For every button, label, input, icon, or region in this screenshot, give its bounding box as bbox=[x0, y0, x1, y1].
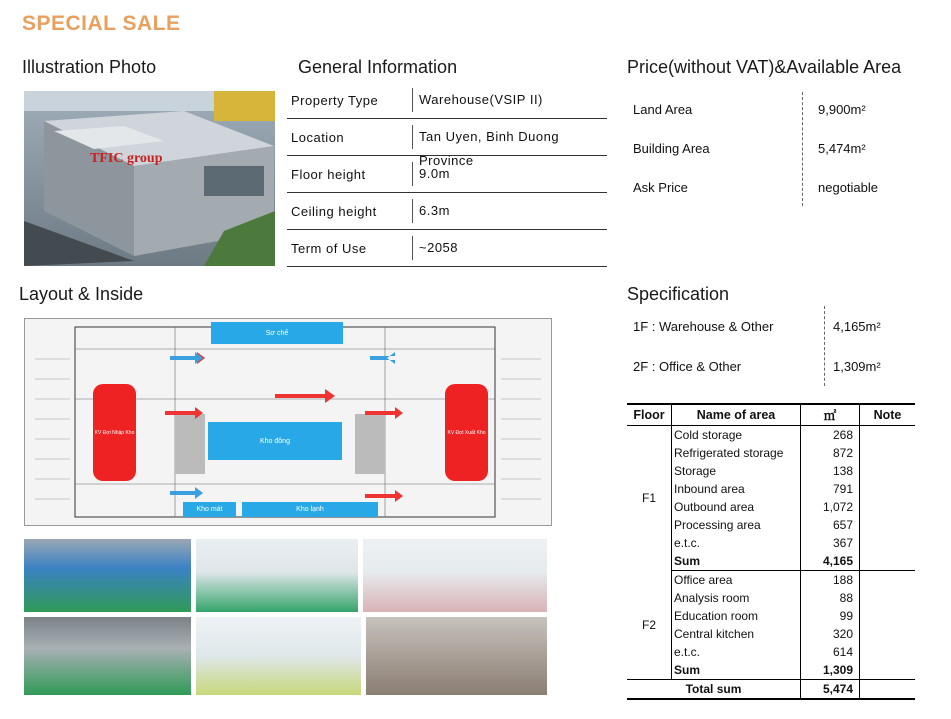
zone-kho-mat: Kho mát bbox=[183, 502, 236, 517]
inside-photo-cold-room bbox=[196, 539, 358, 612]
gi-value: ~2058 bbox=[412, 236, 607, 260]
total-note bbox=[860, 680, 916, 700]
area-note bbox=[860, 462, 916, 480]
area-name: Education room bbox=[674, 609, 759, 623]
inside-photo-processing bbox=[196, 617, 361, 695]
gi-row bbox=[287, 193, 607, 230]
section-general-title: General Information bbox=[298, 57, 458, 77]
section-price-title: Price(without VAT)&Available Area bbox=[627, 57, 902, 77]
inside-photo-hall bbox=[363, 539, 547, 612]
gi-key: Location bbox=[291, 129, 345, 145]
table-row bbox=[627, 571, 915, 590]
zone-so-che: Sơ chế bbox=[211, 322, 343, 344]
spec-key: 2F : Office & Other bbox=[633, 358, 742, 374]
zone-kho-lanh: Kho lạnh bbox=[242, 502, 378, 517]
area-value: 99 bbox=[801, 607, 860, 625]
table-header-row bbox=[627, 404, 915, 426]
warehouse-aerial-photo bbox=[24, 91, 275, 266]
area-note bbox=[860, 643, 916, 661]
gi-value: 9.0m bbox=[412, 162, 607, 186]
area-name: Sum bbox=[674, 663, 701, 677]
gi-row bbox=[287, 119, 607, 168]
spec-key: 1F : Warehouse & Other bbox=[633, 318, 774, 334]
area-name: Analysis room bbox=[674, 591, 750, 605]
gi-key: Floor height bbox=[291, 166, 366, 182]
area-note bbox=[860, 661, 916, 680]
page-title: SPECIAL SALE bbox=[22, 12, 181, 35]
area-note bbox=[860, 607, 916, 625]
section-spec-title: Specification bbox=[627, 284, 730, 304]
area-value: 138 bbox=[801, 462, 860, 480]
floor-plan bbox=[24, 318, 552, 526]
floor-label-f2: F2 bbox=[627, 571, 672, 680]
area-value: 1,072 bbox=[801, 498, 860, 516]
area-name: e.t.c. bbox=[674, 645, 701, 659]
price-table bbox=[627, 90, 897, 207]
price-value: negotiable bbox=[818, 180, 878, 195]
section-illustration-title: Illustration Photo bbox=[22, 57, 157, 77]
area-value: 188 bbox=[801, 571, 860, 590]
area-note bbox=[860, 534, 916, 552]
area-value: 614 bbox=[801, 643, 860, 661]
area-value: 872 bbox=[801, 444, 860, 462]
floor-label-f1: F1 bbox=[627, 426, 672, 571]
area-note bbox=[860, 480, 916, 498]
spec-row bbox=[627, 346, 897, 386]
header-note: Note bbox=[860, 404, 916, 426]
company-logo: TFIC group bbox=[90, 151, 163, 166]
area-name: e.t.c. bbox=[674, 536, 701, 550]
price-row bbox=[627, 129, 897, 168]
gi-value: 6.3m bbox=[412, 199, 607, 223]
zone-kv-xuat: KV Đợi Xuất Kho bbox=[445, 384, 488, 481]
area-note bbox=[860, 516, 916, 534]
area-value: 1,309 bbox=[801, 661, 860, 680]
area-value: 657 bbox=[801, 516, 860, 534]
table-row bbox=[627, 426, 915, 445]
gi-row bbox=[287, 156, 607, 193]
area-name: Refrigerated storage bbox=[674, 446, 784, 460]
gi-row bbox=[287, 230, 607, 267]
gi-key: Ceiling height bbox=[291, 203, 377, 219]
header-area: ㎡ bbox=[801, 404, 860, 426]
price-key: Ask Price bbox=[633, 180, 688, 195]
area-value: 367 bbox=[801, 534, 860, 552]
spec-divider bbox=[824, 306, 825, 386]
area-name: Storage bbox=[674, 464, 717, 478]
area-note bbox=[860, 498, 916, 516]
area-note bbox=[860, 625, 916, 643]
area-name: Sum bbox=[672, 552, 801, 571]
area-table bbox=[627, 403, 915, 700]
area-name: Cold storage bbox=[674, 428, 743, 442]
price-key: Land Area bbox=[633, 102, 693, 117]
area-value: 88 bbox=[801, 589, 860, 607]
spec-row bbox=[627, 306, 897, 346]
section-layout-title: Layout & Inside bbox=[19, 284, 144, 304]
price-divider bbox=[802, 92, 803, 206]
area-name: Inbound area bbox=[674, 482, 745, 496]
price-value: 5,474m² bbox=[818, 141, 866, 156]
area-name: Outbound area bbox=[674, 500, 755, 514]
area-note bbox=[860, 589, 916, 607]
table-row-total bbox=[627, 680, 915, 700]
inside-photo-kitchen bbox=[24, 617, 191, 695]
area-name: Processing area bbox=[674, 518, 761, 532]
general-info-table bbox=[287, 82, 607, 267]
inside-photo-worker bbox=[366, 617, 547, 695]
area-note bbox=[860, 426, 916, 445]
area-name: Central kitchen bbox=[674, 627, 755, 641]
header-name: Name of area bbox=[672, 404, 801, 426]
total-value: 5,474 bbox=[801, 680, 860, 700]
zone-kv-nhap: KV Đợi Nhập Kho bbox=[93, 384, 136, 481]
price-row bbox=[627, 168, 897, 207]
header-floor: Floor bbox=[627, 404, 672, 426]
price-value: 9,900m² bbox=[818, 102, 866, 117]
price-row bbox=[627, 90, 897, 129]
total-label: Total sum bbox=[627, 680, 801, 700]
area-name: Office area bbox=[674, 573, 733, 587]
inside-photo-racks bbox=[24, 539, 191, 612]
area-value: 268 bbox=[801, 426, 860, 445]
gi-key: Term of Use bbox=[291, 240, 367, 256]
area-value: 791 bbox=[801, 480, 860, 498]
area-note bbox=[860, 552, 916, 571]
gi-value: Warehouse(VSIP II) bbox=[412, 88, 607, 112]
spec-table bbox=[627, 306, 897, 386]
price-key: Building Area bbox=[633, 141, 710, 156]
area-note bbox=[860, 444, 916, 462]
zone-kho-dong: Kho đông bbox=[208, 422, 342, 460]
spec-value: 1,309m² bbox=[833, 358, 881, 374]
area-note bbox=[860, 571, 916, 590]
gi-key: Property Type bbox=[291, 92, 379, 108]
gi-row bbox=[287, 82, 607, 119]
gi-value: Tan Uyen, Binh Duong Province bbox=[412, 125, 607, 149]
area-value: 320 bbox=[801, 625, 860, 643]
spec-value: 4,165m² bbox=[833, 318, 881, 334]
area-value: 4,165 bbox=[801, 552, 860, 571]
